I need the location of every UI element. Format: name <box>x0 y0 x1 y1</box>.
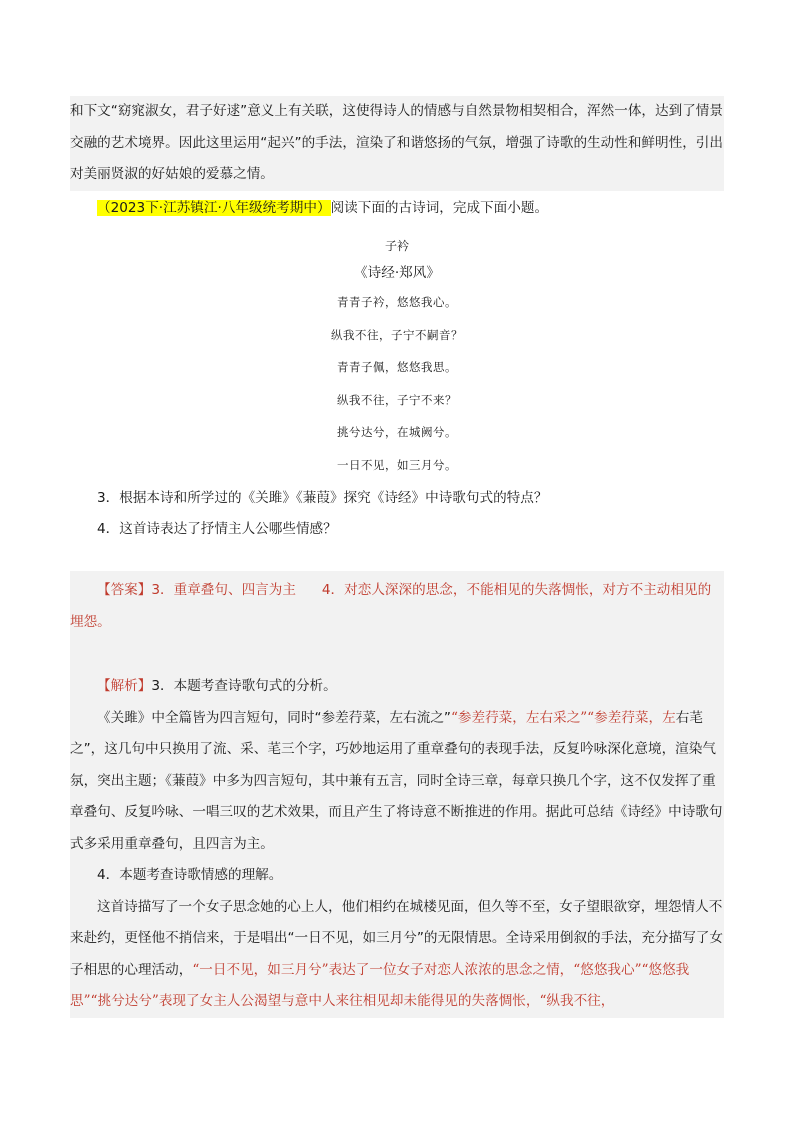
poem-line: 一日不见，如三月兮。 <box>337 457 457 472</box>
poem-line: 挑兮达兮，在城阙兮。 <box>337 425 457 439</box>
poem-title: 子衿 <box>384 239 409 253</box>
intro-text: 阅读下面的古诗词，完成下面小题。 <box>330 199 549 216</box>
analysis-q3-head: 3．本题考查诗歌句式的分析。 <box>151 678 337 694</box>
document-page <box>70 96 724 1018</box>
poem-line: 青青子佩，悠悠我思。 <box>337 360 457 374</box>
previous-answer-block <box>70 96 724 191</box>
poem <box>70 236 724 481</box>
analysis-q3-paragraph: 《关雎》中全篇皆为四言短句，同时“参差荇菜，左右流之”“参差荇菜，左右采之”“参差荇菜，左右芼之”，这几句中只换用了流、采、芼三个字，巧妙地运用了重章叠句的表现手法，反复吟咏深化意境，渲染气氛，突出主题；《蒹葭》中多为四言短句，其中兼有五言，同时全诗三章，每章只换几个字，这不仅发挥了重章叠句、反复吟咏、一唱三叹的艺术效果，而且产生了将诗意不断推进的作用。据此可总结《诗经》中诗歌句式多采用重章叠句，且四言为主。 <box>70 709 723 852</box>
analysis-q4-paragraph: 这首诗描写了一个女子思念她的心上人，他们相约在城楼见面，但久等不至，女子望眼欲穿，埋怨情人不来赴约，更怪他不捎信来，于是唱出“一日不见，如三月兮”的无限情思。全诗采用倒叙的手法，充分描写了女子相思的心理活动，“一日不见，如三月兮”表达了一位女子对恋人浓浓的思念之情，“悠悠我心”“悠悠我思”“挑兮达兮”表现了女主人公渴望与意中人来往相见却未能得见的失落惆怅，“纵我不往， <box>70 898 723 1009</box>
poem-line: 纵我不往，子宁不来？ <box>337 392 457 407</box>
answer-block <box>70 571 724 1018</box>
answer-label: 【答案】 <box>97 582 152 598</box>
answer-paragraph <box>70 575 724 638</box>
question-intro <box>70 193 724 225</box>
source-tag: （2023下·江苏镇江·八年级统考期中） <box>97 199 331 216</box>
question-4: 4．这首诗表达了抒情主人公哪些情感？ <box>97 521 337 537</box>
poem-line: 纵我不往，子宁不嗣音？ <box>331 327 463 342</box>
poem-line: 青青子衿，悠悠我心。 <box>337 295 457 309</box>
previous-analysis-paragraph: 和下文“窈窕淑女，君子好逑”意义上有关联，这使得诗人的情感与自然景物相契相合，浑然一体，达到了情景交融的艺术境界。因此这里运用“起兴”的手法，渲染了和谐悠扬的气氛，增强了诗歌的生动性和鲜明性，引出对美丽贤淑的好姑娘的爱慕之情。 <box>70 103 723 182</box>
analysis-q4-head: 4．本题考查诗歌情感的理解。 <box>97 867 283 883</box>
answer-3: 3．重章叠句、四言为主 <box>151 582 296 598</box>
question-3: 3．根据本诗和所学过的《关雎》《蒹葭》探究《诗经》中诗歌句式的特点？ <box>97 490 548 506</box>
answer-4: 4．对恋人深深的思念，不能相见的失落惆怅，对方不主动相见的埋怨。 <box>70 582 712 630</box>
poem-author: 《诗经·郑风》 <box>354 265 440 281</box>
analysis-heading <box>70 671 724 703</box>
questions <box>70 483 724 545</box>
analysis-label: 【解析】 <box>97 678 152 694</box>
